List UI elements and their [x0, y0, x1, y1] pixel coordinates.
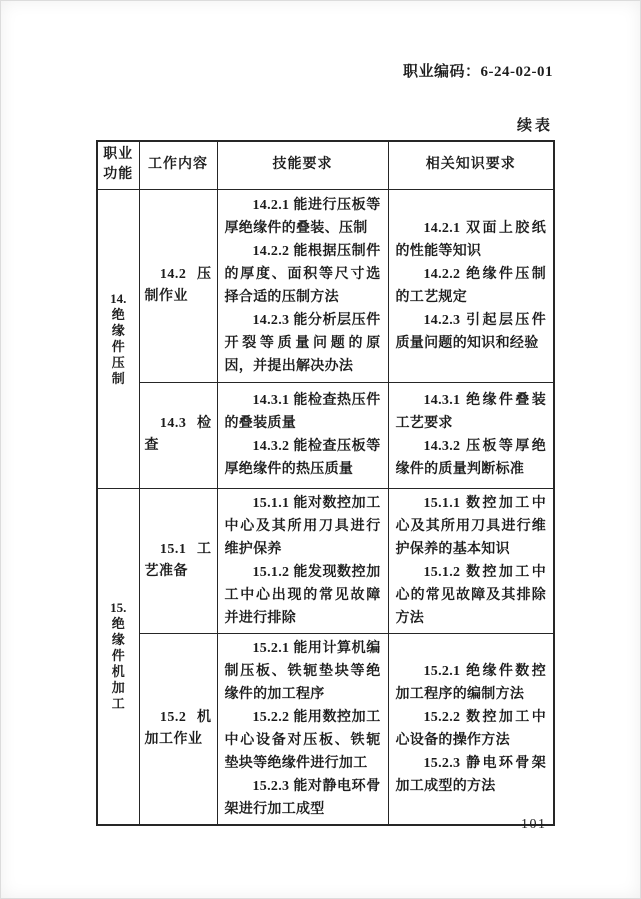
skills-cell-15-1	[217, 488, 388, 633]
knowledge-item: 15.2.2 数控加工中心设备的操作方法	[395, 709, 546, 748]
knowledge-item: 14.3.2 压板等厚绝缘件的质量判断标准	[395, 439, 546, 477]
knowledge-item: 14.2.1 双面上胶纸的性能等知识	[395, 220, 546, 259]
col-header-occupational-function: 职业功能	[97, 141, 139, 189]
knowledge-cell-14-3	[388, 382, 554, 488]
function-number: 15.	[110, 600, 127, 615]
skill-item: 14.2.2 能根据压制件的厚度、面积等尺寸选择合适的压制方法	[224, 243, 381, 305]
table-row	[97, 488, 554, 633]
col-header-work-content: 工作内容	[139, 141, 217, 189]
skill-requirements-table	[96, 140, 555, 826]
function-number: 14.	[110, 290, 127, 306]
function-cell-14	[97, 189, 139, 488]
skills-cell-15-2	[217, 633, 388, 825]
work-content-cell-14-3	[139, 382, 217, 488]
knowledge-cell-15-2	[388, 633, 554, 825]
function-label: 绝缘件机加工	[111, 616, 125, 711]
skill-item: 15.2.3 能对静电环骨架进行加工成型	[224, 778, 381, 817]
knowledge-cell-15-1	[388, 488, 554, 633]
work-content-text: 15.1 工艺准备	[144, 541, 212, 579]
page-number: 101	[521, 817, 547, 832]
skill-item: 15.1.1 能对数控加工中心及其所用刀具进行维护保养	[224, 495, 381, 557]
skill-item: 15.2.2 能用数控加工中心设备对压板、铁轭垫块等绝缘件进行加工	[224, 709, 381, 771]
table-row	[97, 189, 554, 382]
knowledge-item: 14.2.3 引起层压件质量问题的知识和经验	[395, 312, 546, 351]
table-header-row	[97, 141, 554, 189]
occupation-code-label: 职业编码：6-24-02-01	[403, 64, 553, 80]
skills-cell-14-2	[217, 189, 388, 382]
skill-item: 14.3.1 能检查热压件的叠装质量	[224, 393, 381, 431]
skill-item: 14.2.3 能分析层压件开裂等质量问题的原因，并提出解决办法	[224, 312, 381, 374]
skills-cell-14-3	[217, 382, 388, 488]
function-cell-15	[97, 488, 139, 825]
knowledge-item: 15.2.1 绝缘件数控加工程序的编制方法	[395, 663, 546, 702]
function-label: 绝缘件压制	[111, 306, 125, 386]
skill-item: 14.2.1 能进行压板等厚绝缘件的叠装、压制	[224, 197, 381, 236]
continued-table-label: 续表	[516, 118, 553, 134]
work-content-text: 14.3 检查	[144, 416, 212, 453]
knowledge-cell-14-2	[388, 189, 554, 382]
table-row	[97, 382, 554, 488]
skill-item: 14.3.2 能检查压板等厚绝缘件的热压质量	[224, 439, 381, 477]
knowledge-item: 14.3.1 绝缘件叠装工艺要求	[395, 393, 546, 431]
table-row	[97, 633, 554, 825]
knowledge-item: 14.2.2 绝缘件压制的工艺规定	[395, 266, 546, 305]
knowledge-item: 15.1.2 数控加工中心的常见故障及其排除方法	[395, 564, 546, 626]
work-content-text: 15.2 机加工作业	[144, 709, 212, 747]
skill-item: 15.1.2 能发现数控加工中心出现的常见故障并进行排除	[224, 564, 381, 626]
knowledge-item: 15.1.1 数控加工中心及其所用刀具进行维护保养的基本知识	[395, 495, 546, 557]
skill-item: 15.2.1 能用计算机编制压板、铁轭垫块等绝缘件的加工程序	[224, 640, 381, 702]
work-content-cell-15-2	[139, 633, 217, 825]
work-content-cell-15-1	[139, 488, 217, 633]
col-header-skill-requirements: 技能要求	[217, 141, 388, 189]
work-content-cell-14-2	[139, 189, 217, 382]
knowledge-item: 15.2.3 静电环骨架加工成型的方法	[395, 755, 546, 794]
work-content-text: 14.2 压制作业	[144, 266, 212, 304]
col-header-knowledge-requirements: 相关知识要求	[388, 141, 554, 189]
